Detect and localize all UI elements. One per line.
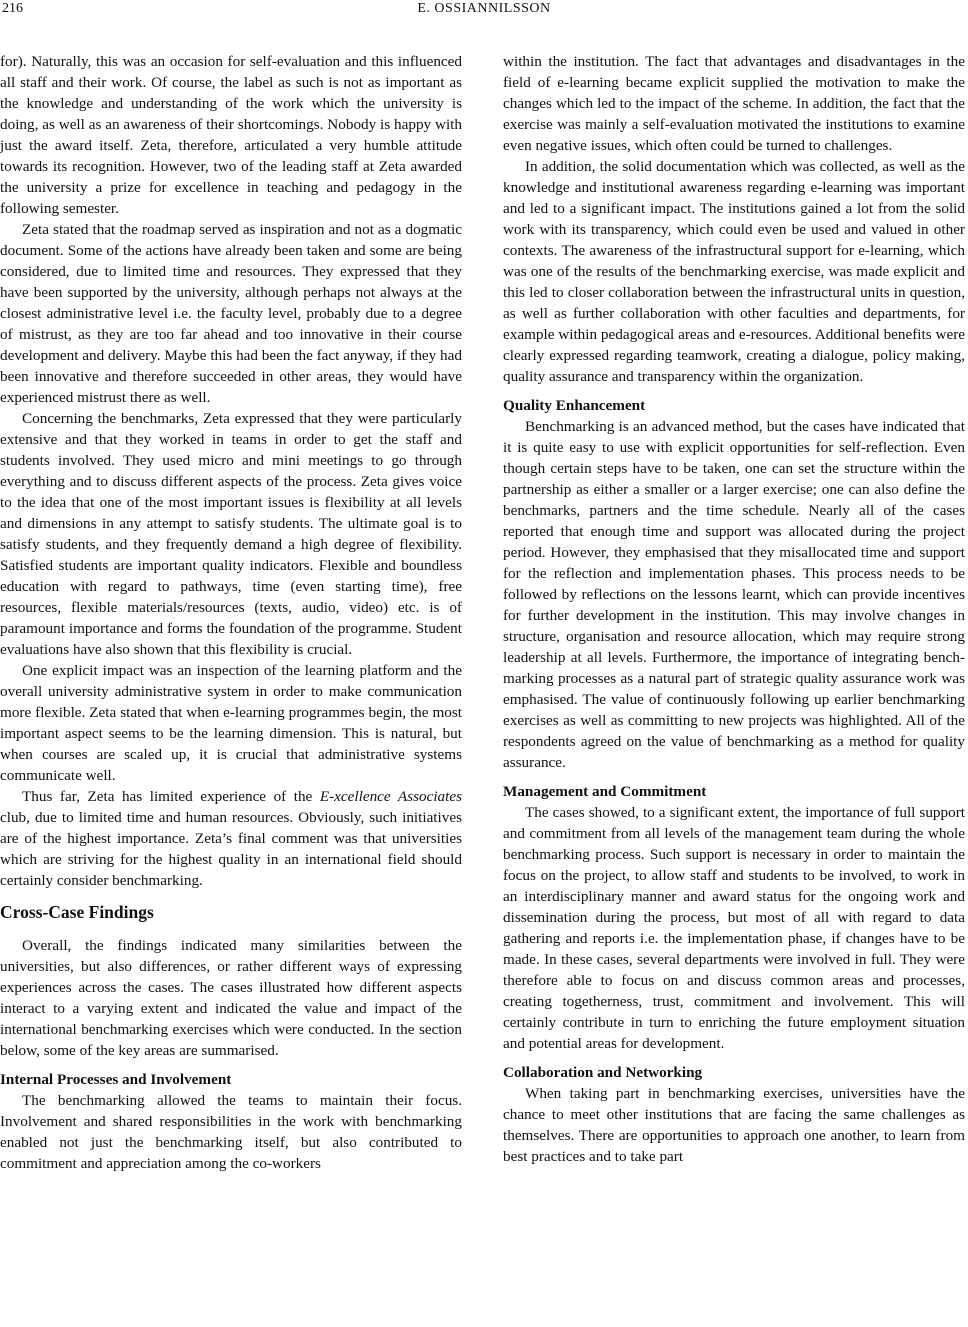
subsection-heading: Internal Processes and Involvement [0, 1071, 232, 1088]
subsection-heading: Quality Enhancement [503, 397, 646, 414]
italic-club-name: E-xcellence Associates [319, 788, 463, 805]
paragraph [0, 786, 462, 891]
paragraph: The benchmarking allowed the teams to maintain their focus. Involvement and shared responsibilities in the work with benchmarking enabled not just the benchmarking itself, but also contributed to commitment and appreciation among the co-workers [0, 1092, 462, 1172]
page-header [0, 0, 968, 22]
text-run: club, due to limited time and human resources. Obviously, such initiatives are of the highest importance. Zeta’s final comment was that universities which are striving for the highest quality in an international field should certainly consider benchmarking. [0, 809, 462, 889]
paragraph: Overall, the findings indicated many similarities between the universities, but also differences, or rather different ways of expressing experiences across the cases. The cases illustrated how different aspects interact to a varying extent and indicated the value and impact of the international benchmarking exercises which were conducted. In the section below, some of the key areas are summarised. [0, 937, 462, 1059]
right-column [503, 51, 965, 1167]
paragraph: One explicit impact was an inspection of the learning platform and the overall university administrative system in order to make communication more flexible. Zeta stated that when e-learning programmes begin, the most important aspect seems to be the learning dimension. This is natural, but when courses are scaled up, it is crucial that administrative systems communicate well. [0, 662, 462, 784]
running-head: E. OSSIANNILSSON [417, 1, 551, 16]
section-heading: Cross-Case Findings [0, 902, 154, 922]
page-number: 216 [2, 1, 23, 16]
paragraph: Zeta stated that the roadmap served as inspiration and not as a dogmatic document. Some of the actions have already been taken and some are being considered, due to limited time and resources. They expressed that they have been supported by the university, although perhaps not always at the closest administrative level i.e. the faculty level, probably due to a degree of mistrust, as they are too far ahead and too innovative in their course development and delivery. Maybe this had been the fact anyway, if they had been innovative and therefore succeeded in other areas, they would have experienced mistrust there as well. [0, 221, 462, 406]
left-column [0, 51, 462, 1174]
subsection-heading: Collaboration and Networking [503, 1064, 703, 1081]
paragraph: Benchmarking is an advanced method, but the cases have indicated that it is quite easy to use with explicit opportunities for self-reflection. Even though certain steps have to be taken, one can set the structure within the partnership as either a smaller or a larger exercise; one can also define the benchmarks, partners and the time schedule. Nearly all of the cases reported that enough time and support was allocated during the project period. However, they emphasised that they misallocated time and support for the reflection and implementation phases. This process needs to be followed by reflections on the lessons learnt, which can provide incentives for further development in the institution. This may involve changes in structure, organisation and resource allocation, which may require strong leadership at all levels. Furthermore, the importance of integrating benchmarking processes as a natural part of strategic quality assurance work was emphasised. The value of continuously following up earlier benchmarking exercises as well as committing to new projects was highlighted. All of the respondents agreed on the value of benchmarking as a method for quality assurance. [503, 418, 965, 771]
paragraph: Concerning the benchmarks, Zeta expressed that they were particularly extensive and that they worked in teams in order to get the staff and students involved. They used micro and mini meetings to go through everything and to discuss different aspects of the process. Zeta gives voice to the idea that one of the most important issues is flexibility at all levels and dimensions in any attempt to satisfy students. The ultimate goal is to satisfy students, and they frequently demand a high degree of flexibility. Satisfied students are important quality indicators. Flexible and boundless education with regard to pathways, time (even starting time), free resources, flexible materials/resources (texts, audio, video) etc. is of paramount importance and forms the foundation of the programme. Student evaluations have also shown that this flexibility is crucial. [0, 410, 462, 658]
subsection-heading: Management and Commitment [503, 783, 707, 800]
paragraph: within the institution. The fact that advantages and disadvantages in the field of e-learning became explicit supplied the motivation to make the changes which led to the impact of the scheme. In addition, the fact that the exercise was mainly a self-evaluation motivated the institutions to examine even negative issues, which often could be turned to challenges. [503, 53, 965, 154]
paragraph: for). Naturally, this was an occasion for self-evaluation and this influenced all staff and their work. Of course, the label as such is not as important as the knowledge and understanding of the work which the university is doing, as well as an awareness of their shortcomings. Nobody is happy with just the award itself. Zeta, therefore, articulated a very humble attitude towards its recognition. However, two of the leading staff at Zeta awarded the university a prize for excellence in teaching and pedagogy in the following semester. [0, 53, 462, 217]
paragraph: In addition, the solid documentation which was collected, as well as the knowledge and institutional awareness regarding e-learning was important and led to a significant impact. The institutions gained a lot from the solid work with its transparency, which could even be used and valued in other contexts. The awareness of the infrastructural support for e-learning, which was one of the results of the benchmarking exercise, was made explicit and this led to closer collaboration between the infrastructural units in question, as well as further collaboration with other faculties and departments, for example within pedagogical areas and e-resources. Additional benefits were clearly expressed regarding teamwork, creating a dialogue, policy making, quality assurance and transparency within the organization. [503, 158, 965, 385]
paragraph: The cases showed, to a significant extent, the importance of full support and commitment from all levels of the management team during the whole benchmarking process. Such support is necessary in order to maintain the focus on the project, to allow staff and students to be involved, to work in an interdisciplinary manner and award status for the ongoing work and dissemination during the process, but most of all with regard to data gathering and reports i.e. the implementation phase, if changes have to be made. In these cases, several departments were involved in full. They were therefore able to focus on and discuss common areas and processes, creating togetherness, trust, commitment and involvement. This will certainly contribute in turn to enriching the future employment situation and potential areas for development. [503, 804, 965, 1052]
text-run: Thus far, Zeta has limited experience of the [22, 788, 320, 805]
paragraph: When taking part in benchmarking exercises, universities have the chance to meet other institutions that are facing the same challenges as themselves. There are opportunities to approach one another, to learn from best practices and to take part [503, 1085, 965, 1165]
